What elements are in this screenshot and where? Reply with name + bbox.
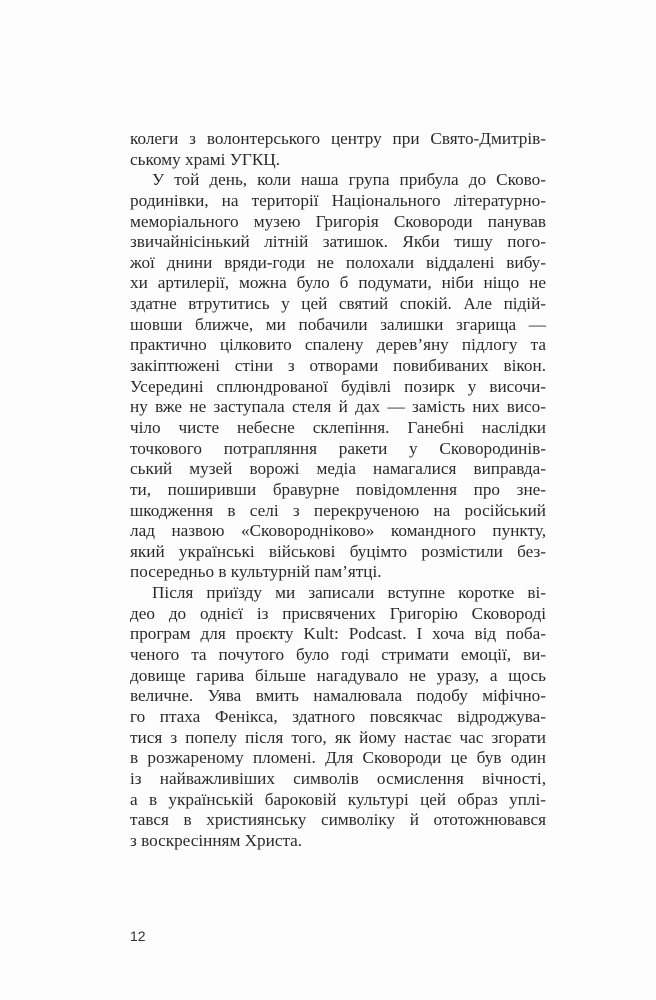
- text-line: точкового потрапляння ракети у Сковородинів-: [130, 438, 546, 458]
- text-line: тися з попелу після того, як йому настає час згорати: [130, 727, 546, 747]
- text-line: а в українській бароковій культурі цей образ уплі-: [130, 789, 546, 809]
- text-line: хи артилерії, можна було б подумати, ніби ніщо не: [130, 273, 546, 293]
- text-line: колеги з волонтерського центру при Свято-Дмитрів-: [130, 129, 546, 148]
- text-line: посередньо в культурній пам’ятці.: [130, 562, 382, 582]
- text-line: го птаха Фенікса, здатного повсякчас відроджува-: [130, 706, 546, 726]
- text-line: ському храмі УГКЦ.: [130, 149, 281, 169]
- paragraph: [130, 583, 546, 851]
- text-line: програм для проєкту Kult: Podcast. І хоча від поба-: [130, 624, 546, 644]
- text-line: Усередині сплюндрованої будівлі позирк у височи-: [130, 376, 546, 396]
- text-line: ти, поширивши бравурне повідомлення про зне-: [130, 479, 546, 499]
- text-line: звичайнісінький літній затишок. Якби тишу пого-: [130, 232, 546, 252]
- text-line: із найважливіших символів осмислення вічності,: [130, 768, 546, 788]
- text-line: чіло чисте небесне склепіння. Ганебні наслідки: [130, 417, 546, 437]
- text-line: величне. Уява вмить намалювала подобу міфічно-: [130, 686, 546, 706]
- text-line: део до однієї із присвячених Григорію Сковороді: [130, 603, 546, 623]
- text-line: закіптюжені стіни з отворами повибиваних вікон.: [130, 356, 546, 376]
- text-line: У той день, коли наша група прибула до Сково-: [152, 170, 546, 190]
- text-line: лад назвою «Сковородніково» командного пункту,: [130, 521, 546, 541]
- text-line: шовши ближче, ми побачили залишки згарища —: [130, 314, 546, 334]
- text-line: який українські військові буцімто розмістили без-: [130, 541, 546, 561]
- text-line: ський музей ворожі медіа намагалися виправда-: [130, 459, 546, 479]
- text-line: ченого та почутого було годі стримати емоції, ви-: [130, 645, 546, 665]
- text-line: довище гарива більше нагадувало не уразу, а щось: [130, 665, 546, 685]
- page-number: 12: [130, 928, 146, 944]
- text-line: шкодження в селі з перекрученою на російський: [130, 500, 546, 520]
- text-line: жої днини вряди-годи не полохали віддалені вибу-: [130, 252, 546, 272]
- text-line: Після приїзду ми записали вступне коротке ві-: [152, 583, 546, 603]
- text-line: практично цілковито спалену дерев’яну підлогу та: [130, 335, 546, 355]
- paragraph: [130, 129, 546, 170]
- text-line: родинівки, на території Національного літературно-: [130, 190, 546, 210]
- text-line: меморіального музею Григорія Сковороди панував: [130, 211, 546, 231]
- body-text: [130, 129, 546, 851]
- text-line: тався в християнську символіку й ототожнювався: [130, 810, 546, 830]
- text-line: ну вже не заступала стеля й дах — замість них висо-: [130, 397, 546, 417]
- paragraph: [130, 170, 546, 583]
- text-line: з воскресінням Христа.: [130, 830, 303, 850]
- text-line: здатне втрутитись у цей святий спокій. Але підій-: [130, 294, 546, 314]
- text-line: в розжареному пломені. Для Сковороди це був один: [130, 748, 546, 768]
